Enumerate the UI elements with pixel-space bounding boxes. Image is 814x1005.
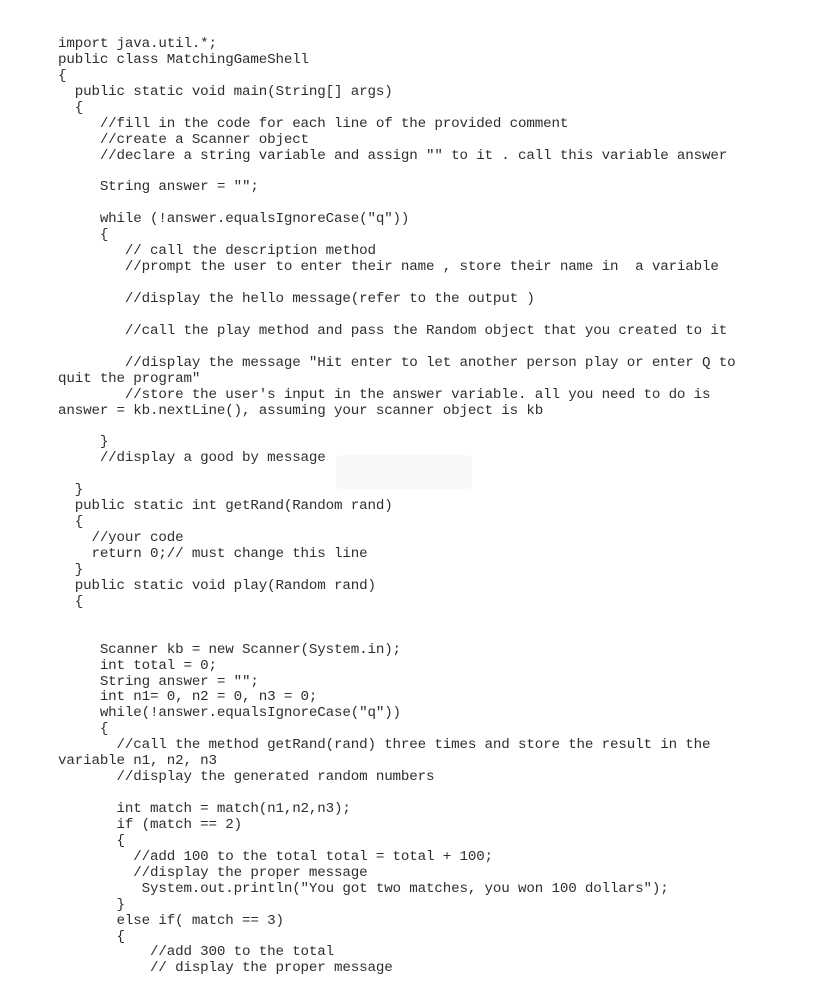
code-line: return 0;// must change this line xyxy=(58,546,368,562)
code-line xyxy=(58,786,814,802)
code-line: public class MatchingGameShell xyxy=(58,51,309,68)
code-line xyxy=(58,420,814,436)
code-line: while (!answer.equalsIgnoreCase("q")) xyxy=(58,211,410,228)
code-line xyxy=(58,196,814,212)
code-line: //your code xyxy=(58,530,184,547)
code-line: int total = 0; xyxy=(58,657,217,674)
code-line: System.out.println("You got two matches, you won 100 dollars"); xyxy=(58,880,669,897)
code-line: { xyxy=(58,227,109,244)
code-line: //add 100 to the total total = total + 100; xyxy=(58,848,493,865)
code-line: { xyxy=(58,593,84,610)
code-line: String answer = ""; xyxy=(58,673,259,690)
code-line: } xyxy=(58,482,84,499)
code-line: //store the user's input in the answer variable. all you need to do is xyxy=(58,386,711,403)
code-line: } xyxy=(58,434,109,451)
code-line: //create a Scanner object xyxy=(58,131,309,148)
code-line xyxy=(58,467,814,483)
code-line: quit the program" xyxy=(58,370,201,387)
code-line: int n1= 0, n2 = 0, n3 = 0; xyxy=(58,689,318,706)
code-line: else if( match == 3) xyxy=(58,912,284,929)
code-line xyxy=(58,627,814,643)
code-line: } xyxy=(58,561,84,578)
code-line: variable n1, n2, n3 xyxy=(58,753,217,770)
code-line: public static void main(String[] args) xyxy=(58,83,393,100)
code-line: String answer = ""; xyxy=(58,179,259,196)
code-line: //add 300 to the total xyxy=(58,944,335,961)
code-line: { xyxy=(58,928,125,945)
code-line xyxy=(58,340,814,356)
code-line: //fill in the code for each line of the provided comment xyxy=(58,115,569,132)
code-line: //display a good by message xyxy=(58,450,326,467)
code-line: public static void play(Random rand) xyxy=(58,577,376,594)
code-line xyxy=(58,308,814,324)
code-line: if (match == 2) xyxy=(58,816,243,833)
code-line: //declare a string variable and assign "" to it . call this variable answer xyxy=(58,147,728,164)
code-line: import java.util.*; xyxy=(58,36,217,52)
code-listing xyxy=(58,37,814,977)
code-line xyxy=(58,276,814,292)
code-line: // call the description method xyxy=(58,243,376,260)
code-line: //call the method getRand(rand) three times and store the result in the xyxy=(58,737,711,754)
code-line: //display the proper message xyxy=(58,864,368,881)
code-line: answer = kb.nextLine(), assuming your scanner object is kb xyxy=(58,402,544,419)
code-line: { xyxy=(58,514,84,531)
code-line: int match = match(n1,n2,n3); xyxy=(58,801,351,817)
code-line xyxy=(58,165,814,181)
code-line xyxy=(58,611,814,627)
code-line: while(!answer.equalsIgnoreCase("q")) xyxy=(58,705,401,722)
code-line: { xyxy=(58,99,84,116)
code-line: { xyxy=(58,721,109,738)
code-line: Scanner kb = new Scanner(System.in); xyxy=(58,641,401,658)
code-line: } xyxy=(58,896,125,913)
code-line: { xyxy=(58,67,67,84)
code-line: //prompt the user to enter their name , store their name in a variable xyxy=(58,259,719,276)
code-line: //display the message "Hit enter to let another person play or enter Q to xyxy=(58,354,736,371)
code-line: public static int getRand(Random rand) xyxy=(58,498,393,515)
code-line: //display the hello message(refer to the output ) xyxy=(58,291,535,307)
code-line: // display the proper message xyxy=(58,960,393,977)
code-line: //call the play method and pass the Random object that you created to it xyxy=(58,322,728,339)
code-line: //display the generated random numbers xyxy=(58,769,435,786)
code-line: { xyxy=(58,832,125,849)
